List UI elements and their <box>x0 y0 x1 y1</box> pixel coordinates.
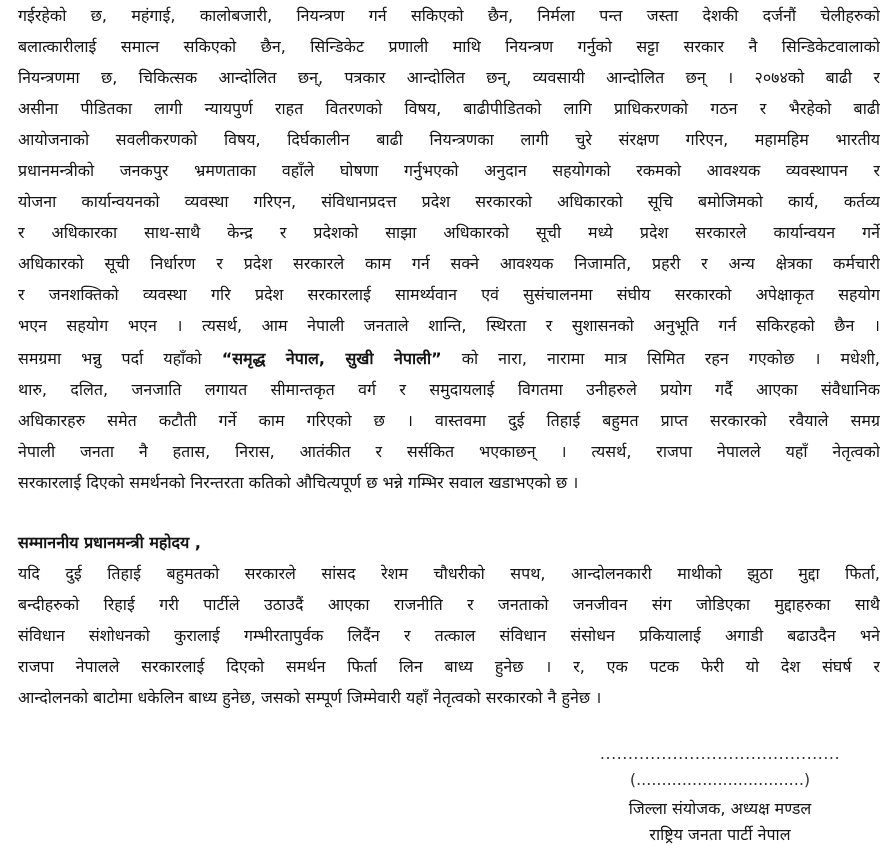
text-line: असीना पीडितका लागी न्यायपुर्ण राहत वितरणको विषय, बाढीपीडितको लागि प्राधिकरणको गठन र भैरहेको बाढी <box>18 99 880 118</box>
text-line: भएन सहयोग भएन । त्यसर्थ, आम नेपाली जनताले शान्ति, स्थिरता र सुशासनको अनुभूति गर्न सकिरहको छैन । <box>18 316 880 335</box>
salutation-heading: सम्माननीय प्रधानमन्त्री महोदय , <box>18 533 201 552</box>
slogan-quote: “समृद्ध नेपाल, सुखी नेपाली” <box>221 349 442 368</box>
text-line: र अधिकारका साथ-साथै केन्द्र र प्रदेशको साझा अधिकारको सूची मध्ये प्रदेश सरकारले कार्यान्वयन गर्ने <box>18 223 880 242</box>
text-line: र जनशक्तिको व्यवस्था गरि प्रदेश सरकारलाई सामर्थ्यवान एवं सुसंचालनमा संघीय सरकारको अपेक्षाकृत सहयोग <box>18 285 880 304</box>
text-line: आयोजनाको सवलीकरणको विषय, दिर्घकालीन बाढी नियन्त्रणका लागी चुरे संरक्षण गरिएन, महामहिम भारतीय <box>18 130 880 149</box>
text-line: अधिकारको सूची निर्धारण र प्रदेश सरकारले काम गर्न सक्ने आवश्यक निजामति, प्रहरी र अन्य क्षेत्रका कर्मचारी <box>18 254 880 273</box>
paragraph-demands <box>18 558 880 713</box>
text-line: संविधान संशोधनको कुरालाई गम्भीरतापुर्वक लिदैंन र तत्काल संविधान संसोधन प्रकियालाई अगाडी बढाउदैन भने <box>18 626 880 645</box>
text-fragment: को नारा, नारामा मात्र सिमित रहन गएकोछ । मधेशी, <box>441 349 880 368</box>
signatory-title: जिल्ला संयोजक, अध्यक्ष मण्डल <box>628 799 812 818</box>
signature-name-placeholder: (.................................) <box>629 770 811 789</box>
paragraph-summary <box>18 343 880 498</box>
text-line: यदि दुई तिहाई बहुमतको सरकारले सांसद रेशम चौधरीको सपथ, आन्दोलनकारी माथीको झुठा मुद्दा फिर्ता, <box>18 564 880 583</box>
text-line: योजना कार्यान्वयनको व्यवस्था गरिएन, संविधानप्रदत्त प्रदेश सरकारको अधिकारको सूचि बमोजिमको कार्य, कर्तव्य <box>18 192 880 211</box>
text-line: राजपा नेपालले सरकारलाई दिएको समर्थन फिर्ता लिन बाध्य हुनेछ । र, एक पटक फेरी यो देश संघर्ष र <box>18 657 880 676</box>
signatory-organization: राष्ट्रिय जनता पार्टी नेपाल <box>649 825 791 844</box>
text-line: आन्दोलनको बाटोमा धकेलिन बाध्य हुनेछ, जसको सम्पूर्ण जिम्मेवारी यहाँ नेतृत्वको सरकारको नै हुनेछ । <box>18 688 602 707</box>
text-line: सरकारलाई दिएको समर्थनको निरन्तरता कतिको औचित्यपूर्ण छ भन्ने गम्भिर सवाल खडाभएको छ । <box>18 473 579 492</box>
signature-line: ........................................... <box>599 744 841 763</box>
text-line: नेपाली जनता नै हतास, निरास, आतंकीत र सर्सकित भएकाछन् । त्यसर्थ, राजपा नेपालले यहाँ नेतृत्वको <box>18 442 880 461</box>
text-line: बलात्कारीलाई समात्न सकिएको छैन, सिन्डिकेट प्रणाली माथि नियन्त्रण गर्नुको सट्टा सरकार नै सिन्डिकेटवालाको <box>18 37 880 56</box>
text-line <box>18 343 880 374</box>
text-fragment: समग्रमा भन्नु पर्दा यहाँको <box>18 349 222 368</box>
text-line: थारु, दलित, जनजाति लगायत सीमान्तकृत वर्ग र समुदायलाई विगतमा उनीहरुले प्रयोग गर्दै आएका संवैधानिक <box>18 380 880 399</box>
text-line: प्रधानमन्त्रीको जनकपुर भ्रमणताका वहाँले घोषणा गर्नुभएको अनुदान सहयोगको रकमको आवश्यक व्यवस्थापन र <box>18 161 880 180</box>
text-line: गईरहेको छ, महंगाई, कालोबजारी, नियन्त्रण गर्न सकिएको छैन, निर्मला पन्त जस्ता देशकी दर्जनौं चेलीहरुको <box>18 6 880 25</box>
text-line: अधिकारहरु समेत कटौती गर्ने काम गरिएको छ । वास्तवमा दुई तिहाई बहुमत प्राप्त सरकारको रवैयाले समग्र <box>18 411 880 430</box>
paragraph-grievances <box>18 0 880 341</box>
text-line: बन्दीहरुको रिहाई गरी पार्टीले उठाउदैं आएका राजनीति र जनताको जनजीवन संग जोडिएका मुद्दाहरुका साथै <box>18 595 880 614</box>
text-line: नियन्त्रणमा छ, चिकित्सक आन्दोलित छन्, पत्रकार आन्दोलित छन्, व्यवसायी आन्दोलित छन् । २०७४को बाढी र <box>18 68 880 87</box>
